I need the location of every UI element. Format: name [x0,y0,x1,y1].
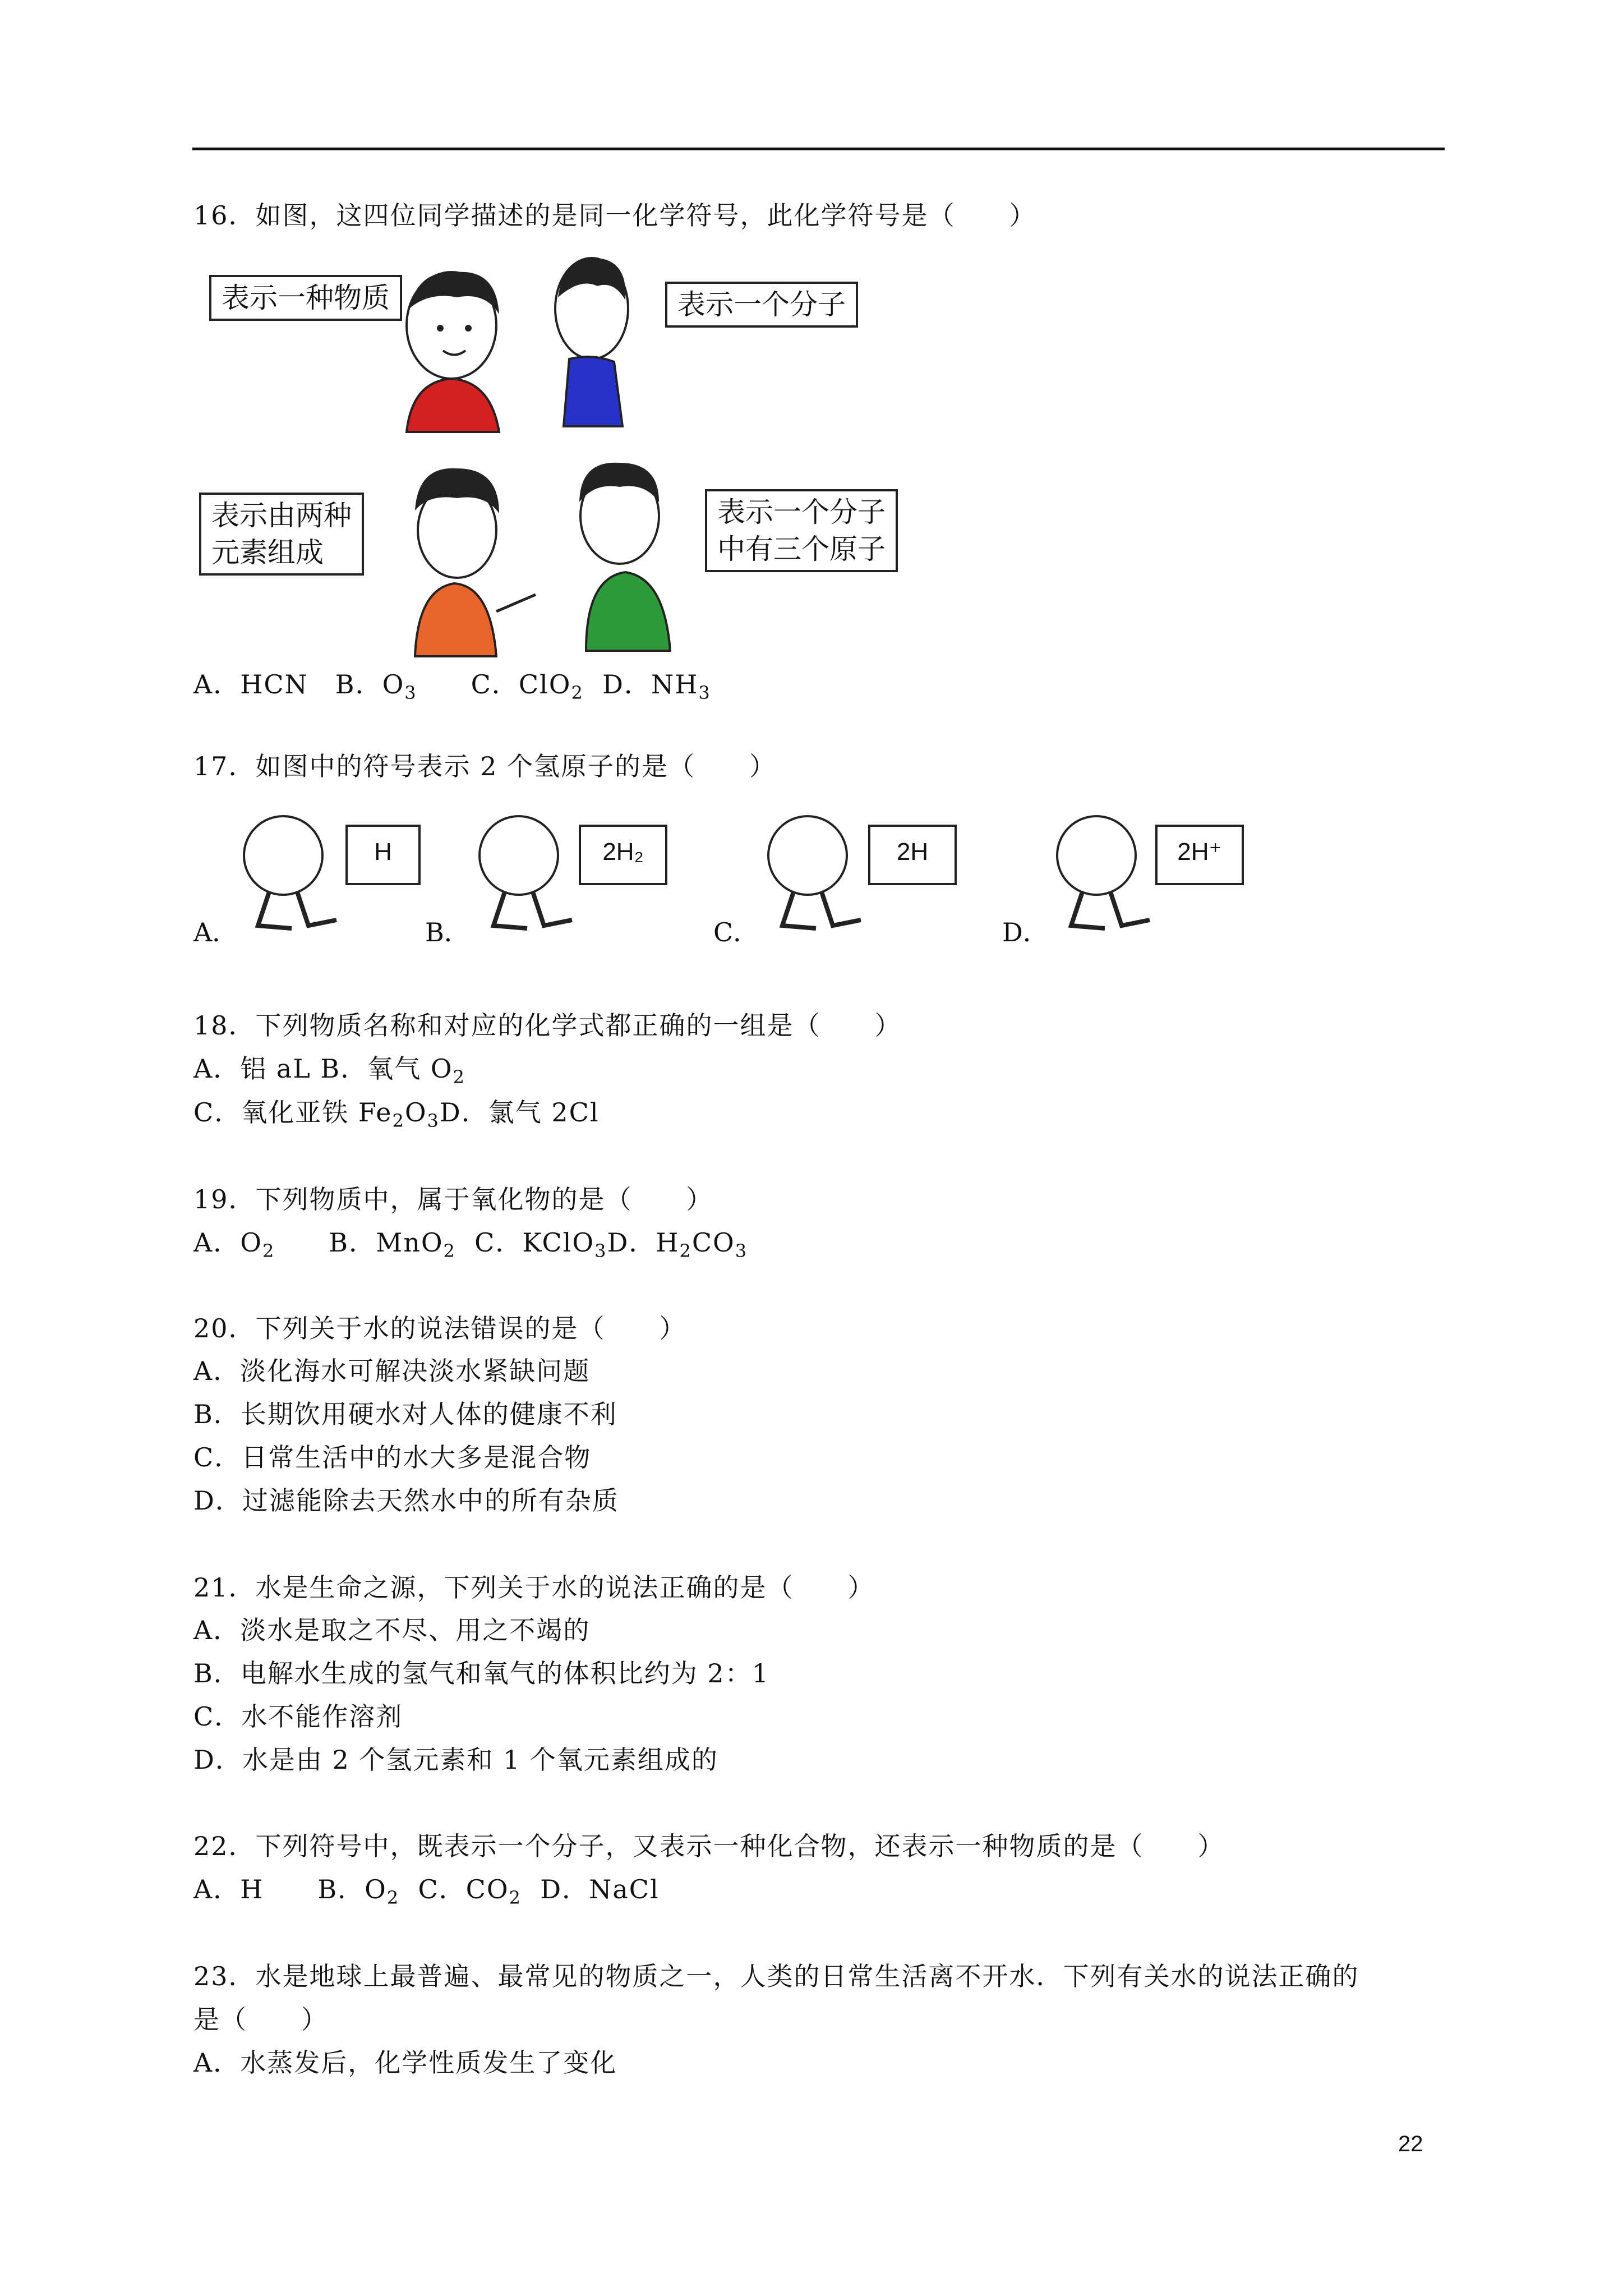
bubble-two-elements: 表示由两种 元素组成 [199,493,364,576]
q16-options [193,669,711,703]
sign-d: 2H⁺ [1155,825,1244,885]
q20-option-d: D．过滤能除去天然水中的所有杂质 [193,1485,619,1516]
q17-label-d: D． [1002,917,1049,947]
q20-option-b: B．长期饮用硬水对人体的健康不利 [193,1399,617,1429]
q20-stem: 20．下列关于水的说法错误的是（ ） [193,1313,686,1343]
q22-options: A．H B．$O_2$ C．$CO_2$ D．NaCl [193,1874,660,1908]
q20-option-a: A．淡化海水可解决淡水紧缺问题 [193,1356,591,1386]
q21-option-a: A．淡水是取之不尽、用之不竭的 [193,1615,591,1645]
header-rule [192,148,1445,150]
sign-a: H [345,825,421,885]
q23-stem-line1: 23．水是地球上最普遍、最常见的物质之一，人类的日常生活离不开水．下列有关水的说法正确的 [193,1961,1359,1991]
cartoon-d [1057,816,1150,928]
student-blue-shirt [555,258,628,426]
bubble-three-atoms: 表示一个分子 中有三个原子 [705,489,898,572]
q21-option-d: D．水是由 2 个氢元素和 1 个氧元素组成的 [193,1745,718,1775]
student-orange-shirt [415,468,536,656]
q17-label-a: A． [193,917,238,947]
q16-stem: 16．如图，这四位同学描述的是同一化学符号，此化学符号是（ ） [193,200,1036,231]
q23-stem-line2: 是（ ） [193,2004,328,2035]
student-red-shirt [407,272,499,432]
q19-stem: 19．下列物质中，属于氧化物的是（ ） [193,1184,713,1214]
q23-option-a: A．水蒸发后，化学性质发生了变化 [193,2047,617,2078]
q21-option-c: C．水不能作溶剂 [193,1701,403,1732]
q16-option-d: D．$NH_3$ [602,669,711,703]
cartoon-c [768,816,861,928]
q16-option-a: A．HCN [193,669,308,700]
q18-stem: 18．下列物质名称和对应的化学式都正确的一组是（ ） [193,1010,902,1041]
page-number: 22 [1398,2132,1423,2156]
bubble-one-substance: 表示一种物质 [209,275,402,321]
q20-option-c: C．日常生活中的水大多是混合物 [193,1442,592,1473]
cartoon-a [244,816,336,928]
q22-stem: 22．下列符号中，既表示一个分子，又表示一种化合物，还表示一种物质的是（ ） [193,1831,1225,1861]
q18-options-line1: A．铝 aL B．氧气 $O_2$ [193,1053,465,1088]
q19-options: A．$O_2$ B．MnO$_2$ C．KClO$_3$D．$H_2CO_3$ [193,1227,748,1262]
q21-option-b: B．电解水生成的氢气和氧气的体积比约为 2：1 [193,1658,769,1688]
q16-option-c: C．ClO$_2$ [471,669,584,703]
q17-stem: 17．如图中的符号表示 2 个氢原子的是（ ） [193,751,777,781]
q21-stem: 21．水是生命之源，下列关于水的说法正确的是（ ） [193,1572,875,1603]
q18-options-line2: C．氧化亚铁 $Fe_2O_3D$．氯气 2Cl [193,1097,600,1131]
q16-option-b: B．$O_3$ [335,669,417,703]
sign-c: 2H [868,825,957,885]
student-green-shirt [579,463,670,651]
q17-label-c: C． [713,917,759,947]
sign-b: 2H₂ [579,825,667,885]
cartoon-b [479,816,572,928]
bubble-one-molecule: 表示一个分子 [665,282,858,328]
q17-label-b: B． [425,917,470,947]
